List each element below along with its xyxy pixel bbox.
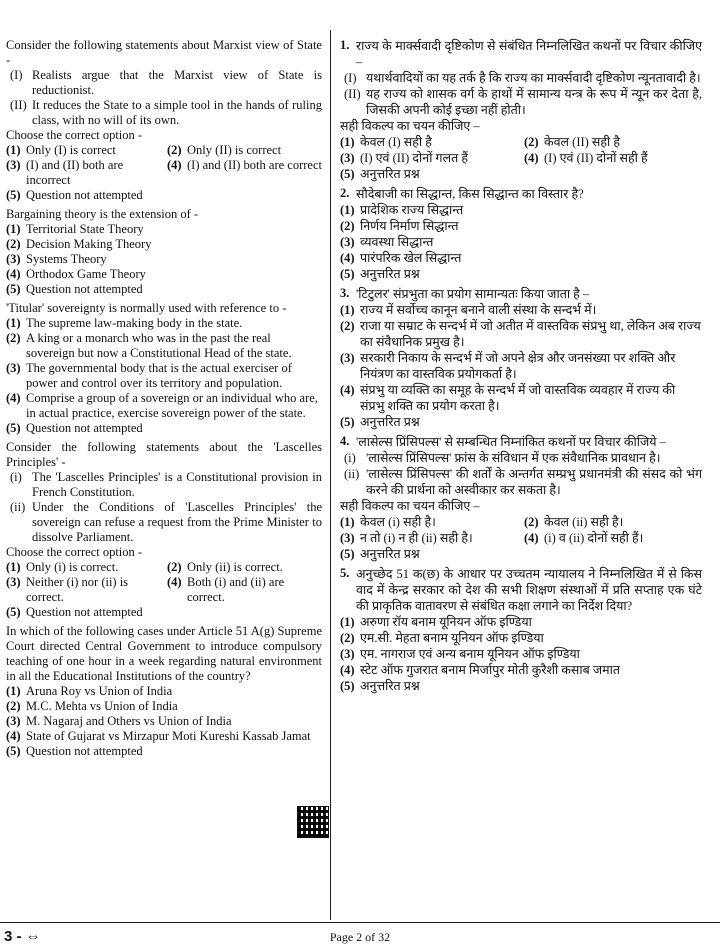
question-2-hi <box>340 186 702 282</box>
option: (2) एम.सी. मेहता बनाम यूनियन ऑफ इण्डिया <box>340 631 544 645</box>
option: (2) M.C. Mehta vs Union of India <box>6 699 178 713</box>
option: (5) Question not attempted <box>6 188 143 202</box>
option: (3) सरकारी निकाय के सन्दर्भ में जो अपने क्षेत्र और जनसंख्या पर शक्ति और नियंत्रण का वास्तविक प्रयोगकर्ता है। <box>340 351 676 381</box>
question-number: 2. <box>340 186 350 200</box>
choose-prompt: Choose the correct option - <box>6 128 143 142</box>
option: (2) केवल (ii) सही है। <box>524 515 624 529</box>
statement: (II) It reduces the State to a simple tool in the hands of ruling class, with no will of its own. <box>10 98 322 127</box>
question-text: 'Titular' sovereignty is normally used with reference to - <box>6 301 287 315</box>
option: (3) The governmental body that is the actual exerciser of power and control over its territory and population. <box>6 361 292 390</box>
options-grid <box>340 514 702 546</box>
question-text: अनुच्छेद 51 क(छ) के आधार पर उच्चतम न्यायालय ने निम्नलिखित में से किस वाद में केन्द्र सरकार को देश की सभी शिक्षण संस्थाओं में प्रति सप्ताह एक घंटे की प्राकृतिक वातावरण से संबंधित कक्षा लगाने का निर्देश दिया? <box>356 567 702 613</box>
option: (5) अनुत्तरित प्रश्न <box>340 267 420 281</box>
option: (4) Orthodox Game Theory <box>6 267 146 281</box>
options-grid <box>340 134 702 166</box>
qr-code-icon <box>297 806 329 838</box>
question-5-en <box>6 624 322 759</box>
question-1-hi <box>340 38 702 182</box>
statement: (II) यह राज्य को शासक वर्ग के हाथों में सामान्य यन्त्र के रूप में न्यून कर देता है, जिसकी अपनी कोई इच्छा नहीं होती। <box>344 87 702 117</box>
option: (5) अनुत्तरित प्रश्न <box>340 679 420 693</box>
question-text: सौदेबाजी का सिद्धान्त, किस सिद्धान्त का विस्तार है? <box>356 187 584 201</box>
choose-prompt: सही विकल्प का चयन कीजिए – <box>340 119 480 133</box>
question-1-en <box>6 38 322 203</box>
question-4-en <box>6 440 322 620</box>
question-text: Consider the following statements about the 'Lascelles Principles' - <box>6 440 322 469</box>
option: (4) (i) व (ii) दोनों सही हैं। <box>524 531 644 545</box>
option: (4) (I) एवं (II) दोनों सही हैं <box>524 151 648 165</box>
option: (5) Question not attempted <box>6 282 143 296</box>
question-text: Consider the following statements about Marxist view of State - <box>6 38 322 67</box>
choose-prompt: सही विकल्प का चयन कीजिए – <box>340 499 480 513</box>
option: (1) Only (i) is correct. <box>6 560 119 574</box>
option: (1) प्रादेशिक राज्य सिद्धान्त <box>340 203 464 217</box>
option: (2) A king or a monarch who was in the past the real sovereign but now a Constitutional Head of the state. <box>6 331 292 360</box>
option: (3) Neither (i) nor (ii) is correct. <box>6 575 129 604</box>
statement: (I) यथार्थवादियों का यह तर्क है कि राज्य का मार्क्सवादी दृष्टिकोण न्यूनतावादी है। <box>344 71 701 85</box>
question-number: 1. <box>340 38 350 52</box>
option: (1) Aruna Roy vs Union of India <box>6 684 173 698</box>
option: (2) Only (ii) is correct. <box>167 560 283 574</box>
option: (2) निर्णय निर्माण सिद्धान्त <box>340 219 459 233</box>
option: (1) Territorial State Theory <box>6 222 144 236</box>
hindi-column <box>340 38 702 698</box>
statement: (ii) Under the Conditions of 'Lascelles Principles' the sovereign can refuse a request from the Prime Minister to dissolve Parliament. <box>10 500 322 544</box>
question-4-hi <box>340 434 702 562</box>
question-text: 'टिटुलर' संप्रभुता का प्रयोग सामान्यतः किया जाता है – <box>356 287 590 301</box>
option: (4) State of Gujarat vs Mirzapur Moti Kureshi Kassab Jamat <box>6 729 311 743</box>
question-text: Bargaining theory is the extension of - <box>6 207 199 221</box>
choose-prompt: Choose the correct option - <box>6 545 143 559</box>
option: (4) संप्रभु या व्यक्ति का समूह के सन्दर्भ में जो वास्तविक व्यवहार में राज्य की संप्रभु शक्ति का प्रयोग करता है। <box>340 383 676 413</box>
question-2-en <box>6 207 322 297</box>
question-number: 5. <box>340 566 350 580</box>
booklet-series-mark: 3 - ⇔ <box>4 928 41 945</box>
option: (2) केवल (II) सही है <box>524 135 621 149</box>
option: (2) राजा या सम्राट के सन्दर्भ में जो अतीत में वास्तविक संप्रभु था, लेकिन अब राज्य का संवैधानिक प्रमुख है। <box>340 319 701 349</box>
option: (1) केवल (i) सही है। <box>340 515 436 529</box>
option: (1) Only (I) is correct <box>6 143 116 157</box>
option: (4) (I) and (II) both are correct <box>167 158 322 172</box>
question-number: 3. <box>340 286 350 300</box>
question-text: In which of the following cases under Article 51 A(g) Supreme Court directed Central Government to introduce compulsory teaching of one hour in a week regarding natural environment in all the Educational Institutions of the country? <box>6 624 322 683</box>
page-number: Page 2 of 32 <box>329 930 391 944</box>
statement: (i) 'लासेल्स प्रिंसिपल्स' फ्रांस के संविधान में एक संवैधानिक प्रावधान है। <box>344 451 661 465</box>
option: (4) स्टेट ऑफ गुजरात बनाम मिर्जापुर मोती कुरैशी कसाब जमात <box>340 663 620 677</box>
options-grid <box>6 143 322 188</box>
question-number: 4. <box>340 434 350 448</box>
question-3-hi <box>340 286 702 430</box>
option: (3) व्यवस्था सिद्धान्त <box>340 235 434 249</box>
option: (3) (I) एवं (II) दोनों गलत हैं <box>340 151 468 165</box>
option: (1) राज्य में सर्वोच्च कानून बनाने वाली संस्था के सन्दर्भ में। <box>340 303 597 317</box>
option: (3) (I) and (II) both are incorrect <box>6 158 124 187</box>
option: (4) Comprise a group of a sovereign or an individual who are, in actual practice, exercise sovereign power of the state. <box>6 391 318 420</box>
question-text: 'लासेल्स प्रिंसिपल्स' से सम्बन्धित निम्नांकित कथनों पर विचार कीजिये – <box>356 435 666 449</box>
option: (3) न तो (i) न ही (ii) सही है। <box>340 531 473 545</box>
option: (4) Both (i) and (ii) are correct. <box>167 575 285 604</box>
option: (1) अरुणा रॉय बनाम यूनियन ऑफ इण्डिया <box>340 615 532 629</box>
option: (5) Question not attempted <box>6 744 143 758</box>
option: (5) Question not attempted <box>6 421 143 435</box>
option: (3) एम. नागराज एवं अन्य बनाम यूनियन ऑफ इण्डिया <box>340 647 580 661</box>
question-text: राज्य के मार्क्सवादी दृष्टिकोण से संबंधित निम्नलिखित कथनों पर विचार कीजिए – <box>356 39 702 69</box>
option: (3) M. Nagaraj and Others vs Union of India <box>6 714 232 728</box>
footer-divider <box>0 922 720 923</box>
option: (3) Systems Theory <box>6 252 107 266</box>
option: (1) The supreme law-making body in the state. <box>6 316 243 330</box>
statement: (I) Realists argue that the Marxist view of State is reductionist. <box>10 68 322 97</box>
column-divider <box>330 30 331 920</box>
option: (5) अनुत्तरित प्रश्न <box>340 547 420 561</box>
statement: (ii) 'लासेल्स प्रिंसिपल्स' की शर्तों के अन्तर्गत सम्प्रभु प्रधानमंत्री की संसद को भंग करने की प्रार्थना को अस्वीकार कर सकता है। <box>344 467 702 497</box>
options-grid <box>6 560 322 605</box>
option: (4) पारंपरिक खेल सिद्धान्त <box>340 251 462 265</box>
option: (5) अनुत्तरित प्रश्न <box>340 167 420 181</box>
question-5-hi <box>340 566 702 694</box>
question-3-en <box>6 301 322 436</box>
option: (1) केवल (I) सही है <box>340 135 432 149</box>
option: (2) Decision Making Theory <box>6 237 152 251</box>
option: (2) Only (II) is correct <box>167 143 282 157</box>
english-column <box>6 38 322 763</box>
option: (5) Question not attempted <box>6 605 143 619</box>
option: (5) अनुत्तरित प्रश्न <box>340 415 420 429</box>
statement: (i) The 'Lascelles Principles' is a Constitutional provision in French Constitution. <box>10 470 322 499</box>
